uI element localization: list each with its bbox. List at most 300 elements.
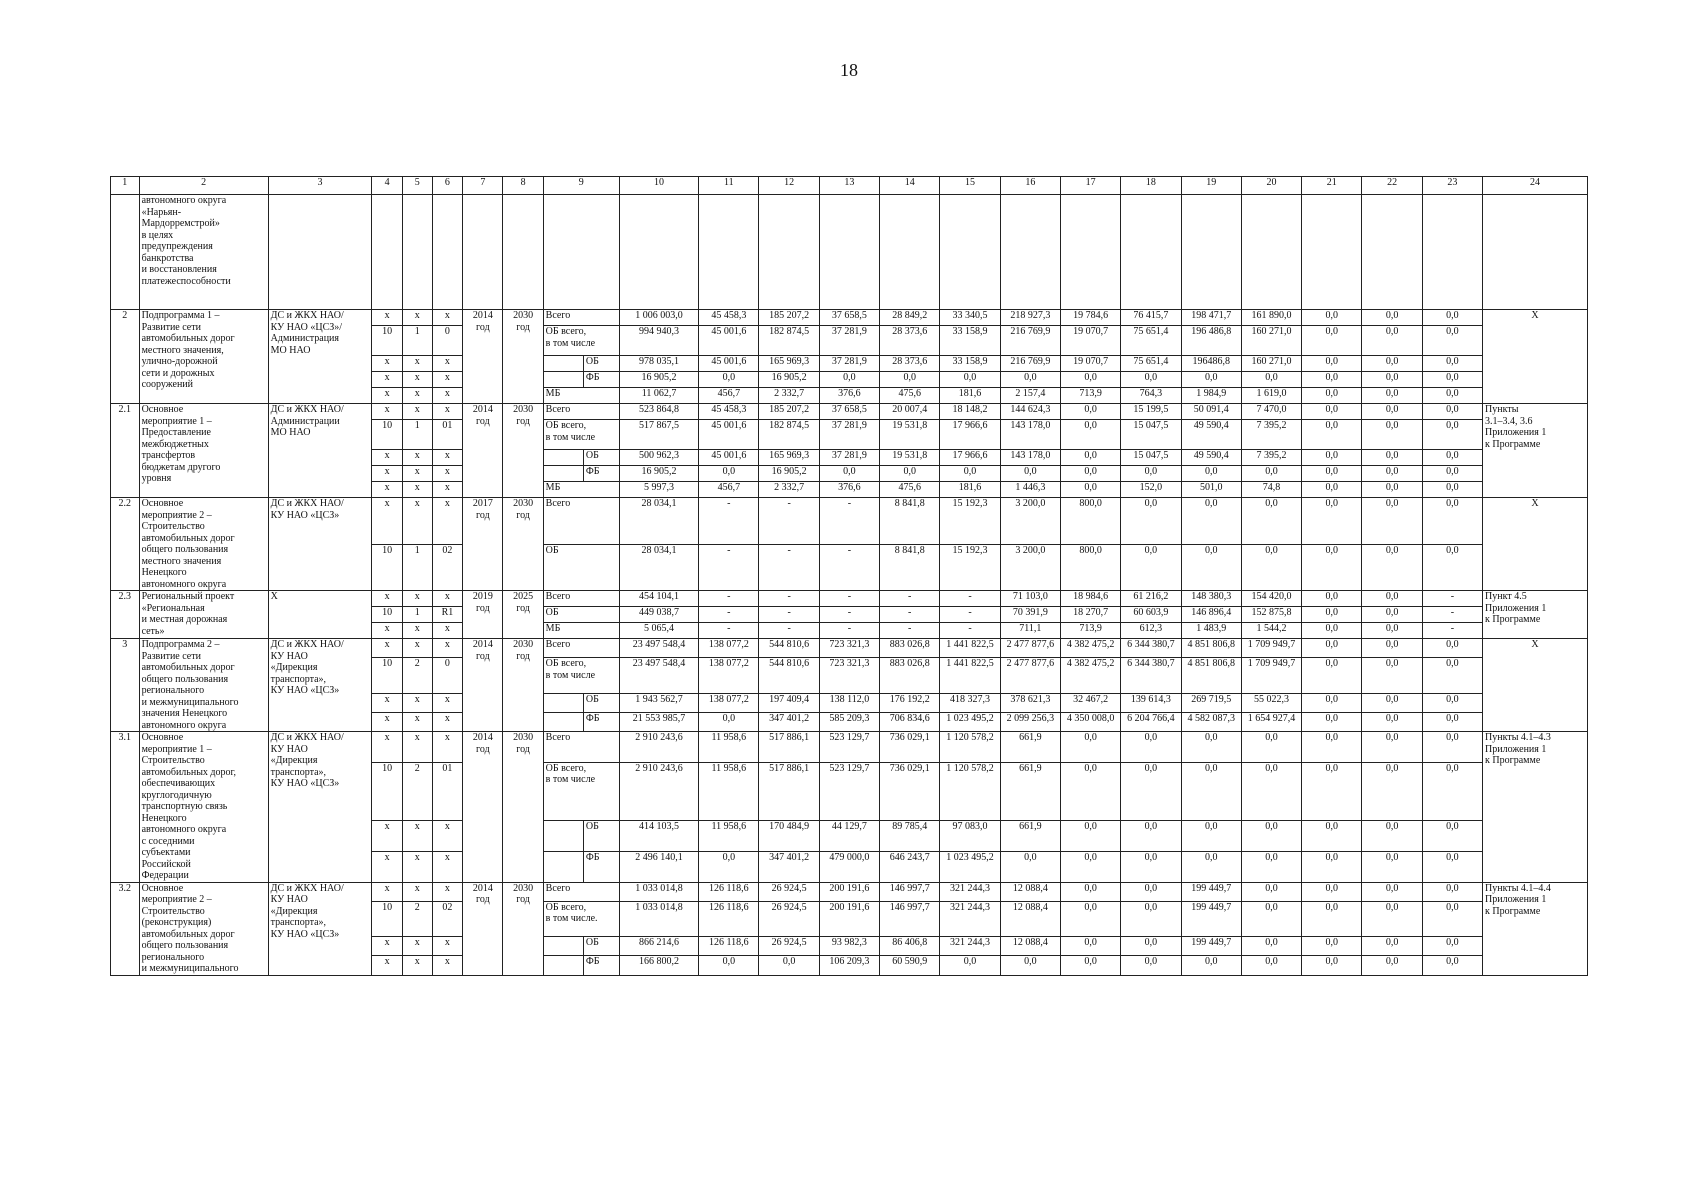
item-name: Основное мероприятие 1 – Предоставление межбюджетных трансфертов бюджетам другого уровня <box>139 404 268 498</box>
budget-code: х <box>372 404 403 420</box>
amount-cell: 0,0 <box>1121 762 1181 820</box>
amount-cell: 646 243,7 <box>880 851 940 882</box>
amount-cell: 0,0 <box>1362 388 1422 404</box>
amount-cell: 37 281,9 <box>819 356 879 372</box>
table-row <box>111 732 1588 763</box>
amount-cell: 0,0 <box>1060 851 1120 882</box>
amount-cell: 0,0 <box>1060 956 1120 975</box>
budget-code: х <box>402 937 432 956</box>
amount-cell: 0,0 <box>1241 882 1301 901</box>
amount-cell: 661,9 <box>1000 762 1060 820</box>
budget-code: 0 <box>432 658 463 694</box>
amount-cell: 196486,8 <box>1181 356 1241 372</box>
funding-source: Всего <box>543 732 619 763</box>
amount-cell: 0,0 <box>1362 591 1422 607</box>
amount-cell: 126 118,6 <box>699 901 759 937</box>
amount-cell: - <box>880 607 940 623</box>
amount-cell: 50 091,4 <box>1181 404 1241 420</box>
amount-cell: 45 001,6 <box>699 450 759 466</box>
funding-source: ОБ <box>543 607 619 623</box>
budget-code: 10 <box>372 326 403 356</box>
amount-cell: 0,0 <box>1302 712 1362 731</box>
amount-cell: 8 841,8 <box>880 544 940 591</box>
amount-cell: 200 191,6 <box>819 882 879 901</box>
budget-code: х <box>372 591 403 607</box>
amount-cell: 0,0 <box>1362 820 1422 851</box>
executor: ДС и ЖКХ НАО/ КУ НАО «Дирекция транспорта», КУ НАО «ЦСЗ» <box>268 882 372 975</box>
budget-code: х <box>372 482 403 498</box>
amount-cell: 0,0 <box>1302 851 1362 882</box>
amount-cell: - <box>699 591 759 607</box>
budget-code: х <box>432 623 463 639</box>
amount-cell: 18 270,7 <box>1060 607 1120 623</box>
amount-cell: 146 997,7 <box>880 882 940 901</box>
amount-cell: 16 905,2 <box>759 372 819 388</box>
amount-cell: 0,0 <box>880 372 940 388</box>
empty-cell <box>543 372 583 388</box>
amount-cell: 544 810,6 <box>759 639 819 658</box>
funding-source: ФБ <box>583 956 619 975</box>
amount-cell: 661,9 <box>1000 732 1060 763</box>
budget-code: х <box>372 356 403 372</box>
budget-code: 01 <box>432 420 463 450</box>
amount-cell: 0,0 <box>1422 658 1482 694</box>
amount-cell: - <box>819 607 879 623</box>
amount-cell: 0,0 <box>1302 937 1362 956</box>
budget-code: х <box>402 623 432 639</box>
amount-cell: 86 406,8 <box>880 937 940 956</box>
budget-code: R1 <box>432 607 463 623</box>
amount-cell: 978 035,1 <box>619 356 698 372</box>
funding-source: Всего <box>543 639 619 658</box>
amount-cell: 154 420,0 <box>1241 591 1301 607</box>
funding-source: ОБ всего, в том числе <box>543 658 619 694</box>
amount-cell: 45 001,6 <box>699 356 759 372</box>
amount-cell: 28 034,1 <box>619 498 698 545</box>
continuation-row <box>111 195 1588 310</box>
amount-cell: 517 867,5 <box>619 420 698 450</box>
amount-cell: 0,0 <box>1422 356 1482 372</box>
budget-code: х <box>372 882 403 901</box>
amount-cell: 0,0 <box>1302 607 1362 623</box>
amount-cell: 138 077,2 <box>699 658 759 694</box>
amount-cell: 97 083,0 <box>940 820 1000 851</box>
amount-cell: 37 281,9 <box>819 420 879 450</box>
table-row <box>111 404 1588 420</box>
amount-cell: - <box>759 544 819 591</box>
amount-cell: 6 204 766,4 <box>1121 712 1181 731</box>
amount-cell: 0,0 <box>1362 482 1422 498</box>
funding-source: ФБ <box>583 372 619 388</box>
column-number: 1 <box>111 177 140 195</box>
amount-cell: 176 192,2 <box>880 693 940 712</box>
empty-cell <box>1000 195 1060 310</box>
empty-cell <box>543 712 583 731</box>
amount-cell: 16 905,2 <box>619 466 698 482</box>
amount-cell: 0,0 <box>1181 498 1241 545</box>
budget-code: х <box>372 693 403 712</box>
amount-cell: 126 118,6 <box>699 882 759 901</box>
column-number: 10 <box>619 177 698 195</box>
budget-code: х <box>402 882 432 901</box>
amount-cell: 143 178,0 <box>1000 450 1060 466</box>
amount-cell: 11 062,7 <box>619 388 698 404</box>
amount-cell: 0,0 <box>1121 372 1181 388</box>
amount-cell: 19 070,7 <box>1060 356 1120 372</box>
page-number: 18 <box>840 60 858 80</box>
column-number: 9 <box>543 177 619 195</box>
budget-code: х <box>402 372 432 388</box>
amount-cell: 165 969,3 <box>759 450 819 466</box>
amount-cell: 143 178,0 <box>1000 420 1060 450</box>
end-year: 2030 год <box>503 732 543 883</box>
amount-cell: 0,0 <box>1362 466 1422 482</box>
amount-cell: 1 033 014,8 <box>619 901 698 937</box>
amount-cell: - <box>1422 591 1482 607</box>
budget-code: х <box>432 356 463 372</box>
amount-cell: 26 924,5 <box>759 882 819 901</box>
amount-cell: 0,0 <box>1241 498 1301 545</box>
amount-cell: 475,6 <box>880 388 940 404</box>
header-row <box>111 177 1588 195</box>
amount-cell: 2 910 243,6 <box>619 732 698 763</box>
funding-source: ОБ всего, в том числе <box>543 762 619 820</box>
amount-cell: 1 483,9 <box>1181 623 1241 639</box>
amount-cell: 0,0 <box>1302 762 1362 820</box>
amount-cell: 479 000,0 <box>819 851 879 882</box>
amount-cell: 89 785,4 <box>880 820 940 851</box>
end-year: 2030 год <box>503 404 543 498</box>
amount-cell: - <box>699 498 759 545</box>
budget-code: х <box>432 851 463 882</box>
amount-cell: 456,7 <box>699 482 759 498</box>
amount-cell: 15 192,3 <box>940 544 1000 591</box>
amount-cell: 15 199,5 <box>1121 404 1181 420</box>
amount-cell: 523 129,7 <box>819 762 879 820</box>
start-year: 2014 год <box>463 732 503 883</box>
funding-source: МБ <box>543 482 619 498</box>
amount-cell: 0,0 <box>1362 762 1422 820</box>
amount-cell: 12 088,4 <box>1000 882 1060 901</box>
amount-cell: 0,0 <box>1422 310 1482 326</box>
amount-cell: 45 001,6 <box>699 326 759 356</box>
amount-cell: 800,0 <box>1060 544 1120 591</box>
amount-cell: 76 415,7 <box>1121 310 1181 326</box>
column-number: 24 <box>1483 177 1588 195</box>
amount-cell: 1 023 495,2 <box>940 712 1000 731</box>
amount-cell: 0,0 <box>699 712 759 731</box>
amount-cell: 0,0 <box>1060 901 1120 937</box>
budget-code: х <box>432 693 463 712</box>
item-number: 3 <box>111 639 140 732</box>
amount-cell: 0,0 <box>699 372 759 388</box>
amount-cell: 0,0 <box>1362 623 1422 639</box>
item-name: Основное мероприятие 2 – Строительство автомобильных дорог общего пользования местного значения Ненецкого автономного округа <box>139 498 268 591</box>
empty-cell <box>543 693 583 712</box>
amount-cell: 0,0 <box>1181 820 1241 851</box>
amount-cell: 0,0 <box>1121 956 1181 975</box>
amount-cell: 139 614,3 <box>1121 693 1181 712</box>
budget-code: х <box>432 482 463 498</box>
amount-cell: 800,0 <box>1060 498 1120 545</box>
item-name: Основное мероприятие 2 – Строительство (реконструкция) автомобильных дорог общего пользования регионального и межмуниципального <box>139 882 268 975</box>
budget-code: х <box>372 372 403 388</box>
amount-cell: 0,0 <box>1060 404 1120 420</box>
amount-cell: 37 658,5 <box>819 404 879 420</box>
amount-cell: 138 112,0 <box>819 693 879 712</box>
budget-code: х <box>432 732 463 763</box>
amount-cell: 0,0 <box>1362 956 1422 975</box>
amount-cell: 0,0 <box>699 956 759 975</box>
amount-cell: 321 244,3 <box>940 901 1000 937</box>
amount-cell: 0,0 <box>1060 466 1120 482</box>
empty-cell <box>699 195 759 310</box>
amount-cell: 185 207,2 <box>759 404 819 420</box>
budget-code: х <box>372 388 403 404</box>
amount-cell: 523 129,7 <box>819 732 879 763</box>
item-number: 2.2 <box>111 498 140 591</box>
budget-code: х <box>432 404 463 420</box>
amount-cell: 0,0 <box>1362 420 1422 450</box>
amount-cell: 0,0 <box>1302 693 1362 712</box>
amount-cell: 0,0 <box>1422 732 1482 763</box>
amount-cell: 0,0 <box>1362 498 1422 545</box>
funding-source: ОБ <box>583 820 619 851</box>
amount-cell: 0,0 <box>1302 356 1362 372</box>
empty-cell <box>619 195 698 310</box>
amount-cell: 0,0 <box>1241 732 1301 763</box>
amount-cell: 347 401,2 <box>759 712 819 731</box>
item-number: 3.1 <box>111 732 140 883</box>
amount-cell: 11 958,6 <box>699 820 759 851</box>
budget-code: х <box>402 482 432 498</box>
start-year: 2017 год <box>463 498 503 591</box>
amount-cell: - <box>759 591 819 607</box>
budget-code: х <box>402 591 432 607</box>
budget-code: х <box>402 732 432 763</box>
amount-cell: 0,0 <box>1000 466 1060 482</box>
start-year: 2014 год <box>463 882 503 975</box>
empty-cell <box>543 450 583 466</box>
amount-cell: 1 446,3 <box>1000 482 1060 498</box>
budget-code: х <box>432 466 463 482</box>
amount-cell: 0,0 <box>1362 901 1422 937</box>
amount-cell: 0,0 <box>1362 712 1422 731</box>
amount-cell: 12 088,4 <box>1000 937 1060 956</box>
budget-code: 10 <box>372 658 403 694</box>
amount-cell: 0,0 <box>1422 937 1482 956</box>
amount-cell: 7 470,0 <box>1241 404 1301 420</box>
funding-source: ОБ <box>583 450 619 466</box>
column-number: 14 <box>880 177 940 195</box>
amount-cell: 612,3 <box>1121 623 1181 639</box>
amount-cell: 0,0 <box>1422 388 1482 404</box>
amount-cell: 0,0 <box>940 466 1000 482</box>
amount-cell: 475,6 <box>880 482 940 498</box>
empty-cell <box>1302 195 1362 310</box>
column-number: 8 <box>503 177 543 195</box>
amount-cell: 0,0 <box>1362 882 1422 901</box>
empty-cell <box>268 195 372 310</box>
amount-cell: 60 603,9 <box>1121 607 1181 623</box>
column-number: 23 <box>1422 177 1482 195</box>
executor: ДС и ЖКХ НАО/ Администрации МО НАО <box>268 404 372 498</box>
amount-cell: 28 034,1 <box>619 544 698 591</box>
amount-cell: 0,0 <box>1060 762 1120 820</box>
amount-cell: 0,0 <box>1362 310 1422 326</box>
amount-cell: 501,0 <box>1181 482 1241 498</box>
item-number: 2 <box>111 310 140 404</box>
amount-cell: 37 658,5 <box>819 310 879 326</box>
budget-code: 01 <box>432 762 463 820</box>
amount-cell: 0,0 <box>1060 372 1120 388</box>
column-number: 22 <box>1362 177 1422 195</box>
budget-code: 0 <box>432 326 463 356</box>
budget-code: 2 <box>402 658 432 694</box>
amount-cell: 28 373,6 <box>880 356 940 372</box>
amount-cell: 0,0 <box>1422 544 1482 591</box>
amount-cell: 28 849,2 <box>880 310 940 326</box>
amount-cell: 456,7 <box>699 388 759 404</box>
amount-cell: 0,0 <box>1302 450 1362 466</box>
column-number: 6 <box>432 177 463 195</box>
amount-cell: 75 651,4 <box>1121 356 1181 372</box>
amount-cell: 148 380,3 <box>1181 591 1241 607</box>
amount-cell: 0,0 <box>1422 326 1482 356</box>
amount-cell: 2 477 877,6 <box>1000 639 1060 658</box>
amount-cell: 0,0 <box>1302 901 1362 937</box>
amount-cell: 146 997,7 <box>880 901 940 937</box>
amount-cell: 45 458,3 <box>699 404 759 420</box>
empty-cell <box>1181 195 1241 310</box>
empty-cell <box>402 195 432 310</box>
budget-code: х <box>372 639 403 658</box>
amount-cell: 181,6 <box>940 388 1000 404</box>
end-year: 2025 год <box>503 591 543 639</box>
budget-code: 10 <box>372 420 403 450</box>
amount-cell: 7 395,2 <box>1241 420 1301 450</box>
amount-cell: 1 441 822,5 <box>940 658 1000 694</box>
budget-code: х <box>402 498 432 545</box>
amount-cell: 185 207,2 <box>759 310 819 326</box>
amount-cell: 523 864,8 <box>619 404 698 420</box>
budget-code: 1 <box>402 420 432 450</box>
column-number: 3 <box>268 177 372 195</box>
budget-code: х <box>432 712 463 731</box>
amount-cell: 0,0 <box>1422 404 1482 420</box>
budget-code: 1 <box>402 544 432 591</box>
amount-cell: 0,0 <box>1422 901 1482 937</box>
budget-code: х <box>432 450 463 466</box>
amount-cell: 45 001,6 <box>699 420 759 450</box>
amount-cell: 0,0 <box>699 466 759 482</box>
amount-cell: 0,0 <box>1302 482 1362 498</box>
amount-cell: 26 924,5 <box>759 937 819 956</box>
amount-cell: 0,0 <box>819 372 879 388</box>
amount-cell: 6 344 380,7 <box>1121 639 1181 658</box>
budget-code: 1 <box>402 326 432 356</box>
amount-cell: 517 886,1 <box>759 762 819 820</box>
funding-source: ОБ <box>583 937 619 956</box>
amount-cell: 165 969,3 <box>759 356 819 372</box>
amount-cell: - <box>940 623 1000 639</box>
amount-cell: 0,0 <box>1121 466 1181 482</box>
budget-code: 10 <box>372 544 403 591</box>
amount-cell: 0,0 <box>1000 851 1060 882</box>
amount-cell: 216 769,9 <box>1000 326 1060 356</box>
table-row <box>111 882 1588 901</box>
amount-cell: 0,0 <box>1362 658 1422 694</box>
amount-cell: 0,0 <box>1302 404 1362 420</box>
amount-cell: 126 118,6 <box>699 937 759 956</box>
amount-cell: 19 070,7 <box>1060 326 1120 356</box>
amount-cell: - <box>1422 607 1482 623</box>
amount-cell: 5 997,3 <box>619 482 698 498</box>
amount-cell: 0,0 <box>1362 937 1422 956</box>
amount-cell: 0,0 <box>1241 820 1301 851</box>
amount-cell: 1 023 495,2 <box>940 851 1000 882</box>
budget-code: х <box>372 851 403 882</box>
amount-cell: 0,0 <box>1000 372 1060 388</box>
column-number: 19 <box>1181 177 1241 195</box>
amount-cell: 23 497 548,4 <box>619 658 698 694</box>
amount-cell: 0,0 <box>1422 956 1482 975</box>
amount-cell: 454 104,1 <box>619 591 698 607</box>
empty-cell <box>819 195 879 310</box>
amount-cell: 0,0 <box>1302 420 1362 450</box>
amount-cell: 0,0 <box>1302 732 1362 763</box>
budget-grid <box>110 176 1588 976</box>
funding-source: МБ <box>543 623 619 639</box>
amount-cell: - <box>880 623 940 639</box>
amount-cell: 0,0 <box>1362 356 1422 372</box>
amount-cell: 418 327,3 <box>940 693 1000 712</box>
amount-cell: 764,3 <box>1121 388 1181 404</box>
amount-cell: 1 619,0 <box>1241 388 1301 404</box>
amount-cell: 32 467,2 <box>1060 693 1120 712</box>
amount-cell: 723 321,3 <box>819 658 879 694</box>
amount-cell: 0,0 <box>940 956 1000 975</box>
column-number: 11 <box>699 177 759 195</box>
amount-cell: 55 022,3 <box>1241 693 1301 712</box>
start-year: 2014 год <box>463 404 503 498</box>
amount-cell: 713,9 <box>1060 623 1120 639</box>
budget-code: х <box>432 956 463 975</box>
amount-cell: 2 157,4 <box>1000 388 1060 404</box>
amount-cell: 70 391,9 <box>1000 607 1060 623</box>
amount-cell: 0,0 <box>1422 450 1482 466</box>
amount-cell: 517 886,1 <box>759 732 819 763</box>
amount-cell: 199 449,7 <box>1181 901 1241 937</box>
amount-cell: 93 982,3 <box>819 937 879 956</box>
amount-cell: 0,0 <box>1422 712 1482 731</box>
budget-code: х <box>432 372 463 388</box>
column-number: 18 <box>1121 177 1181 195</box>
amount-cell: 376,6 <box>819 388 879 404</box>
amount-cell: 0,0 <box>1241 956 1301 975</box>
budget-code: 02 <box>432 544 463 591</box>
end-year: 2030 год <box>503 310 543 404</box>
amount-cell: 0,0 <box>1422 851 1482 882</box>
amount-cell: 4 582 087,3 <box>1181 712 1241 731</box>
funding-source: ФБ <box>583 851 619 882</box>
amount-cell: 60 590,9 <box>880 956 940 975</box>
funding-source: ОБ <box>583 356 619 372</box>
amount-cell: 75 651,4 <box>1121 326 1181 356</box>
empty-cell <box>432 195 463 310</box>
amount-cell: 0,0 <box>1362 372 1422 388</box>
item-name: Основное мероприятие 1 – Строительство автомобильных дорог, обеспечивающих круглогодичную транспортную связь Ненецкого автономного округа с соседними субъектами Российской Федерации <box>139 732 268 883</box>
